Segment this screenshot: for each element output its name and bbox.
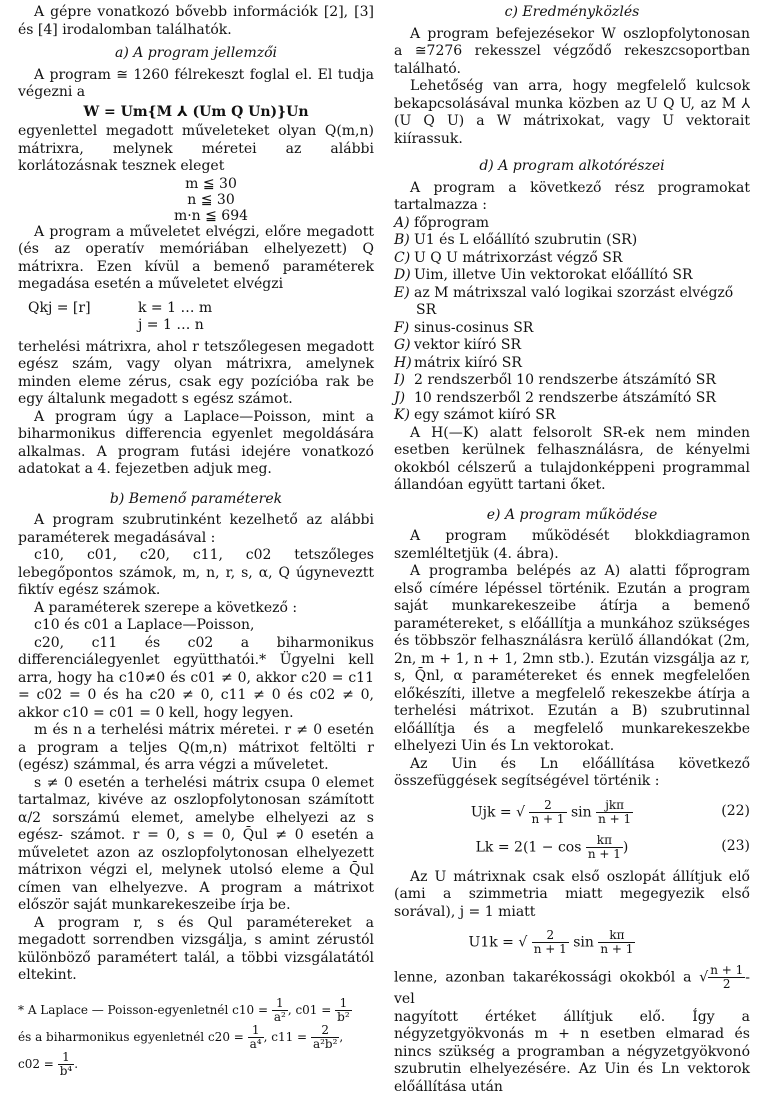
list-item: G) vektor kiíró SR: [394, 337, 750, 355]
d-paragraph-2: A H(—K) alatt felsorolt SR-ek nem minden esetben kerülnek felhasználásra, de kényelmi okokból célszerű a tulajdonképpeni programmal állandóan együtt tartani őket.: [394, 425, 750, 495]
a-paragraph-3: A program a műveletet elvégzi, előre megadott (és az operatív memóriában elhelyezett) Q mátrixra. Ezen kívül a bemenő paraméterek megadása esetén a műveletet elvégzi: [18, 224, 374, 294]
e-paragraph-2: A programba belépés az A) alatti főprogram első címére lépéssel történik. Ezután a program saját munkarekeszeibe átírja a bemenő paramétereket, s előállítja a munkához szükséges és többször felhasználásra kerülő állandókat (2m, 2n, m + 1, n + 1, 2mn stb.). Ezután vizsgálja az r, s, Q̄nl, α paramétereket és ennek megfelelően előkészíti, illetve a megfelelő rekeszekbe átírja a terhelési mátrixot. Ezután a B) szubrutinnal előállítja és a megfelelő munkarekeszekbe elhelyezi Uin és Ln vektorokat.: [394, 563, 750, 756]
c-paragraph-2: Lehetőség van arra, hogy megfelelő kulcsok bekapcsolásával munka közben az U Q U, az M ⅄ (U Q U) a W mátrixokat, vagy U vektorait kiírassuk.: [394, 78, 750, 148]
e-paragraph-6: nagyított értéket állítjuk elő. Így a négyzetgyökvonás m + n esetben elmarad és nincs szükség a programban a négyzetgyökvonó szubrutin elhelyezésére. Az Uin és Ln vektorok előállítása után: [394, 1009, 750, 1096]
equation-23-number: (23): [710, 838, 750, 856]
b-paragraph-5: c20, c11 és c02 a biharmonikus differenciálegyenlet együtthatói.* Ügyelni kell arra, hogy ha c10≠0 és c01 ≠ 0, akkor c20 = c11 = c02 = 0 és ha c20 ≠ 0, c11 ≠ 0 és c02 ≠ 0, akkor c10 = c01 = 0 kell, hogy legyen.: [18, 635, 374, 723]
q-definition: [28, 300, 374, 335]
b-paragraph-4: c10 és c01 a Laplace—Poisson,: [18, 617, 374, 635]
footnote-line-1: * A Laplace — Poisson-egyenletnél c10 = $\frac{1}{\text{a²}}$ , c01 = $\frac{1}{\text{b²}}$: [18, 997, 374, 1024]
q-def-left: Qkj = [r]: [28, 300, 138, 335]
list-item: D) Uim, illetve Uin vektorokat előállító SR: [394, 267, 750, 285]
q-def-indices: [138, 300, 212, 335]
equation-u1k: [394, 929, 750, 956]
equation-22-body: Ujk = √ $\frac{2}{n + 1}$ sin $\frac{\text{jkπ}}{n + 1}$: [394, 799, 710, 826]
component-list: [394, 215, 750, 425]
e-paragraph-4: Az U mátrixnak csak első oszlopát állítjuk elő (ami a szimmetria miatt megegyezik első sorával), j = 1 miatt: [394, 869, 750, 922]
list-item: J) 10 rendszerből 2 rendszerbe átszámító SR: [394, 390, 750, 408]
right-column: [394, 4, 750, 1096]
q-def-k: k = 1 … m: [138, 300, 212, 318]
equation-22-number: (22): [710, 803, 750, 821]
list-item: H) mátrix kiíró SR: [394, 355, 750, 373]
equation-22: [394, 799, 750, 826]
c-paragraph-1: A program befejezésekor W oszlopfolytonosan a ≅7276 rekesszel végződő rekeszcsoportban található.: [394, 26, 750, 79]
e-paragraph-5: lenne, azonban takarékossági okokból a √ $\frac{n + 1}{2}$ -vel: [394, 964, 750, 1009]
equation-23: [394, 834, 750, 861]
list-item: B) U1 és L előállító szubrutin (SR): [394, 232, 750, 250]
b-paragraph-2: c10, c01, c20, c11, c02 tetszőleges lebegőpontos számok, m, n, r, s, α, Q úgyneveztt fiktív egész számok.: [18, 547, 374, 600]
list-item: A) főprogram: [394, 215, 750, 233]
equation-23-body: Lk = 2(1 − cos $\frac{k\pi}{n + 1}$ ): [394, 834, 710, 861]
section-c-heading: c) Eredményközlés: [394, 4, 750, 22]
d-paragraph-1: A program a következő rész programokat tartalmazza :: [394, 180, 750, 215]
footnote: [18, 997, 374, 1078]
a-paragraph-1: A program ≅ 1260 félrekeszt foglal el. El tudja végezni a: [18, 67, 374, 102]
equation-u1k-body: U1k = √ $\frac{2}{n + 1}$ sin $\frac{k\pi}{n + 1}$: [394, 929, 710, 956]
a-paragraph-5: A program úgy a Laplace—Poisson, mint a biharmonikus differencia egyenlet megoldására alkalmas. A program futási idejére vonatkozó adatokat a 4. fejezetben adjuk meg.: [18, 409, 374, 479]
section-e-heading: e) A program működése: [394, 507, 750, 525]
footnote-line-2: és a biharmonikus egyenletnél c20 = $\frac{1}{\text{a⁴}}$ , c11 = $\frac{2}{\text{a²b²}}$ ,: [18, 1024, 374, 1051]
list-item: K) egy számot kiíró SR: [394, 407, 750, 425]
b-paragraph-3: A paraméterek szerepe a következő :: [18, 600, 374, 618]
ineq-n: n ≦ 30: [18, 192, 374, 208]
list-item: I) 2 rendszerből 10 rendszerbe átszámító SR: [394, 372, 750, 390]
b-paragraph-8: A program r, s és Qul paramétereket a megadott sorrendben vizsgálja, s amint zérustól különböző paramétert talál, a többi vizsgálatától eltekint.: [18, 915, 374, 985]
list-item: C) U Q U mátrixorzást végző SR: [394, 250, 750, 268]
a-paragraph-4: terhelési mátrixra, ahol r tetszőlegesen megadott egész szám, vagy olyan mátrixra, amelynek minden eleme zérus, csak egy pozícióba rak be egy általunk megadott s egész számot.: [18, 339, 374, 409]
list-item: F) sinus-cosinus SR: [394, 320, 750, 338]
q-def-j: j = 1 … n: [138, 317, 212, 335]
left-column: [18, 4, 374, 1078]
b-paragraph-1: A program szubrutinként kezelhető az alábbi paraméterek megadásával :: [18, 512, 374, 547]
b-paragraph-6: m és n a terhelési mátrix méretei. r ≠ 0 esetén a program a teljes Q(m,n) mátrixot feltölti r (egész) számmal, és arra végzi a műveletet.: [18, 722, 374, 775]
b-paragraph-7: s ≠ 0 esetén a terhelési mátrix csupa 0 elemet tartalmaz, kivéve az oszlopfolytonosan számított α/2 sorszámú elemet, amelybe elhelyezi az s egész- számot. r = 0, s = 0, Q̄ul ≠ 0 esetén a műveletet azon az oszlopfolytonosan elhelyezett mátrixon végzi el, melynek utolsó eleme a Q̄ul címen van elhelyezve. A program a mátrixot először saját munkarekeszeibe írja be.: [18, 775, 374, 915]
a-paragraph-2: egyenlettel megadott műveleteket olyan Q(m,n) mátrixra, melynek méretei az alábbi korlátozásnak tesznek eleget: [18, 123, 374, 176]
section-b-heading: b) Bemenő paraméterek: [18, 491, 374, 509]
intro-paragraph: A gépre vonatkozó bővebb információk [2], [3] és [4] irodalomban találhatók.: [18, 4, 374, 39]
footnote-line-3: c02 = $\frac{1}{\text{b⁴}}$ .: [18, 1051, 374, 1078]
e-paragraph-3: Az Uin és Ln előállítása következő összefüggések segítségével történik :: [394, 756, 750, 791]
ineq-m: m ≦ 30: [18, 176, 374, 192]
section-d-heading: d) A program alkotórészei: [394, 158, 750, 176]
list-item: E) az M mátrixszal való logikai szorzást elvégző SR: [394, 285, 750, 320]
a-formula: W = Um{M ⅄ (Um Q Un)}Un: [18, 104, 374, 122]
ineq-mn: m·n ≦ 694: [18, 208, 374, 224]
section-a-heading: a) A program jellemzői: [18, 45, 374, 63]
e-paragraph-1: A program működését blokkdiagramon szemléltetjük (4. ábra).: [394, 528, 750, 563]
